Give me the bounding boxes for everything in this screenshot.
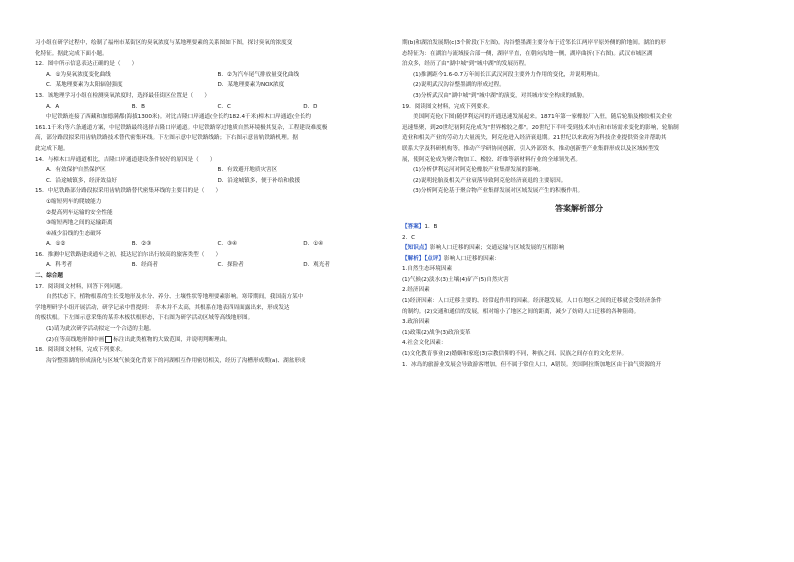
q16-option-a[interactable]: A．科考者 — [46, 262, 73, 269]
intro-line: 化特征。据此完成下面小题。 — [35, 50, 108, 57]
q15-option-d[interactable]: D．①④ — [303, 241, 324, 248]
passage-line: 泊众多，经历了由"湖中城"到"城中湖"的发展历程。 — [402, 61, 530, 68]
left-column — [35, 38, 389, 366]
analysis-detail: (1)经济因素：人口迁移主要的、经常起作用的因素。经济越发展，人口在地区之间的迁移就会受经济条件 — [402, 298, 662, 305]
q16-option-d[interactable]: D．观光者 — [303, 262, 330, 269]
q16-option-c[interactable]: C．探险者 — [217, 262, 244, 269]
q18-part: (3)分析武汉由"湖中城"到"城中湖"的演变，对其城市安全构成的威胁。 — [413, 92, 588, 99]
analysis-detail: 1．冰岛的旅游业发展会导致游客增加，但不属于常住人口，A错误。美国阿拉斯加地区由于油气资源的开 — [402, 361, 662, 368]
passage-line: 沟谷整墨湖的形成演化与区域气候变化背景下的河湖相互作用密切相关，经历了沟槽形成期(a)、湖盆形成 — [46, 357, 306, 364]
analysis-detail: (1)气候(2)淡水(3)土壤(4)矿产(5)自然灾害 — [402, 276, 509, 283]
q15-item: ①缩短列车的爬坡能力 — [46, 198, 102, 205]
analysis-detail: 2.经济因素 — [402, 287, 430, 294]
q15-option-a[interactable]: A．①② — [46, 241, 66, 248]
answer-tag: 【答案】 — [402, 223, 425, 230]
q12-option-b[interactable]: B．②为汽车尾气排放量变化曲线 — [217, 71, 300, 78]
passage-line: 161.1千米)等六条通道方案，中尼铁路最终选择吉隆口岸通道。中尼铁路穿过地质自然环境极其复杂，工程建设难度极 — [35, 124, 328, 131]
passage-line: 态特征为：在湖泊与流域接合部一侧，湖岸平直，在朝向沟地一侧，湖岸曲折(下右图)。武汉市城区湖 — [402, 50, 653, 57]
answer-section-title: 答案解析部分 — [555, 203, 603, 213]
q18-stem: 18．阅读图文材料，完成下列要求。 — [35, 347, 127, 354]
q19-part: (2)说明轮胎及相关产业衰落导致阿克伦经济衰退的主要原因。 — [413, 177, 567, 184]
passage-line: 美国阿克伦(下图)随伊利运河的开通迅速发展起来。1871年第一家橡胶厂入驻，随后轮胎及橡胶相关企业 — [413, 114, 673, 121]
passage-line: 期(b)和湖泊发展期(c)3个阶段(下左图)。沟谷整墨湖主要分布于近邻长江两岸平原外侧的阶地间。湖泊的形 — [402, 40, 666, 46]
knowledge-point-line — [402, 243, 756, 254]
passage-line: 迅速集聚，到20世纪初阿克伦成为"世界橡胶之都"。20世纪下半叶受到技术冲击和市场需求变化的影响，轮胎制 — [402, 124, 679, 131]
q14-options-row1 — [35, 165, 389, 176]
q14-stem: 14．与樟木口岸通道相比，吉隆口岸通道建设条件较好的原因是（ ） — [35, 156, 216, 163]
knowledge-point-text: 影响人口迁移的因素；交通运输与区域发展的互相影响 — [429, 245, 565, 252]
q16-option-b[interactable]: B．经商者 — [131, 262, 158, 269]
analysis-text: 影响人口迁移的因素： — [443, 255, 500, 262]
q15-item: ③缩短两地之间的运输距离 — [46, 220, 113, 227]
q14-option-a[interactable]: A．有效保护自然保护区 — [46, 167, 106, 174]
analysis-detail: 1.自然生态环境因素 — [402, 266, 453, 273]
q13-option-a[interactable]: A．A — [46, 103, 60, 110]
analysis-line — [402, 254, 756, 265]
passage-line: 展，使阿克伦成为聚合物加工、橡胶、纤维等新材料行业的全球领先者。 — [402, 156, 582, 163]
q15-stem: 15．中尼铁路部分路段拟采用齿轨铁路替代密集环线的主要目的是（ ） — [35, 188, 222, 195]
answer-line — [402, 222, 756, 233]
q14-option-b[interactable]: B．有效避开地质灾害区 — [217, 167, 278, 174]
q13-options — [35, 102, 389, 113]
q12-option-a[interactable]: A．①为臭氧浓度变化曲线 — [46, 71, 111, 78]
q15-item: ②提高列车运输的安全性能 — [46, 209, 113, 216]
q14-option-c[interactable]: C．沿途城镇多，经济效益好 — [46, 177, 118, 184]
q13-option-d[interactable]: D．D — [303, 103, 318, 110]
q14-option-d[interactable]: D．沿途城镇多，便于补给和救援 — [217, 177, 301, 184]
q14-options-row2 — [35, 176, 389, 187]
passage-line: 自然状态下，植物根系的生长受地形及水分、养分、土壤性状等地理要素影响。寒带期间，我国南方某中 — [46, 294, 304, 301]
passage-line: 中尼铁路连接了西藏和加德满都(海拔1300米)。对比吉隆口岸通道(全长约182.4千米)樟木口岸通道(全长约 — [46, 114, 311, 121]
answer-value: 1．B — [424, 223, 438, 230]
passage-line: 学地理研学小组开展活动，研学记录中曾提到： 乔木并不太高，其根系在地表四周面露出来，形成发达 — [35, 304, 290, 311]
q17-part-tail: 标注出此类植物的大致范围，并说明判断理由。 — [113, 336, 231, 343]
analysis-tag: 【解析】 — [402, 255, 425, 262]
q12-option-d[interactable]: D．某地理要素为NOX浓度 — [217, 82, 285, 89]
q12-option-c[interactable]: C．某地理要素为太阳辐射强度 — [46, 82, 123, 89]
analysis-detail: 4.社会文化因素： — [402, 340, 447, 347]
q17-part-text: (2)在等高线地形图中画 — [46, 336, 105, 343]
q12-options-row1 — [35, 70, 389, 81]
q18-part: (2)说明武汉沟谷整墨湖的形成过程。 — [413, 82, 505, 89]
q17-stem: 17．阅读图文材料，回答下列问题。 — [35, 283, 127, 290]
analysis-detail: (1)政策(2)战争(3)政治变革 — [402, 329, 471, 336]
passage-line: 高，部分路段拟采用齿轨铁路技术替代密集环线。下左图示意中尼铁路线路；下右图示意齿轨铁路机理。据 — [35, 135, 298, 142]
passage-line: 的板状根。下左图示意采集的某乔木板状根形态，下右图为研学活动区域等高线地形图。 — [35, 315, 254, 322]
comment-tag: 【点评】 — [424, 255, 444, 262]
q16-stem: 16．推测中尼铁路建成通车之初，抵达尼泊尔出行较高的旅客类型（ ） — [35, 251, 222, 258]
q19-part: (1)分析伊利运河对阿克伦橡胶产业集群发展的影响。 — [413, 167, 544, 174]
q12-stem: 12．图中所示信息表达正确的是（ ） — [35, 61, 138, 68]
passage-line: 联系大学及科研机构等，推动产学研协同创新，引入外部资本，推动创新型产业集群形成以及区域转型发 — [402, 145, 660, 152]
q19-stem: 19．阅读图文材料，完成下列要求。 — [402, 103, 494, 110]
q13-stem: 13．该地理学习小组在检测臭氧浓度时，选择最佳街区位置是（ ） — [35, 92, 210, 99]
q15-option-b[interactable]: B．②③ — [131, 241, 152, 248]
knowledge-point-tag: 【知识点】 — [402, 245, 430, 252]
right-column — [402, 38, 756, 370]
q18-part: (1)推测距今1.6-0.7万年间长江武汉河段主要外力作用的变化，并说明理由。 — [413, 71, 603, 78]
q12-options-row2 — [35, 80, 389, 91]
answer-value: 2．C — [402, 234, 416, 241]
q13-option-c[interactable]: C．C — [217, 103, 231, 110]
passage-line: 此完成下题。 — [35, 145, 69, 152]
q17-part: (1)请为此次研学活动拟定一个合适的主题。 — [46, 326, 155, 333]
q19-part: (3)分析阿克伦基于聚合物产业集群发展对区域发展产生的积极作用。 — [413, 188, 584, 195]
q16-options — [35, 260, 389, 271]
analysis-detail: 的制约。(2)交通和通信的发展，相对缩小了地区之间的距离，减少了妨碍人口迁移的各种阻碍。 — [402, 308, 640, 315]
answer-box-icon — [105, 336, 112, 343]
q15-item: ④减少沿线的生态破坏 — [46, 230, 102, 237]
q17-part — [35, 335, 389, 346]
section-heading: 二、综合题 — [35, 273, 63, 280]
q13-option-b[interactable]: B．B — [131, 103, 146, 110]
analysis-detail: 3.政治因素 — [402, 319, 430, 326]
intro-line: 习小组在研学过程中，绘制了福州市某街区的臭氧浓度与某地理要素的关系图如下图，探讨臭氧的浓度变 — [35, 40, 293, 46]
analysis-detail: (1)文化教育事业(2)婚姻和家庭(3)宗教信仰的不同，种族之间、民族之间存在的文化差异。 — [402, 351, 628, 358]
passage-line: 造业和相关产业的劳动力大量流失，阿克伦进入经济衰退期。21世纪以来政府为科技企业提供资金并帮助其 — [402, 135, 667, 142]
q15-options — [35, 239, 389, 250]
q15-option-c[interactable]: C．③④ — [217, 241, 238, 248]
